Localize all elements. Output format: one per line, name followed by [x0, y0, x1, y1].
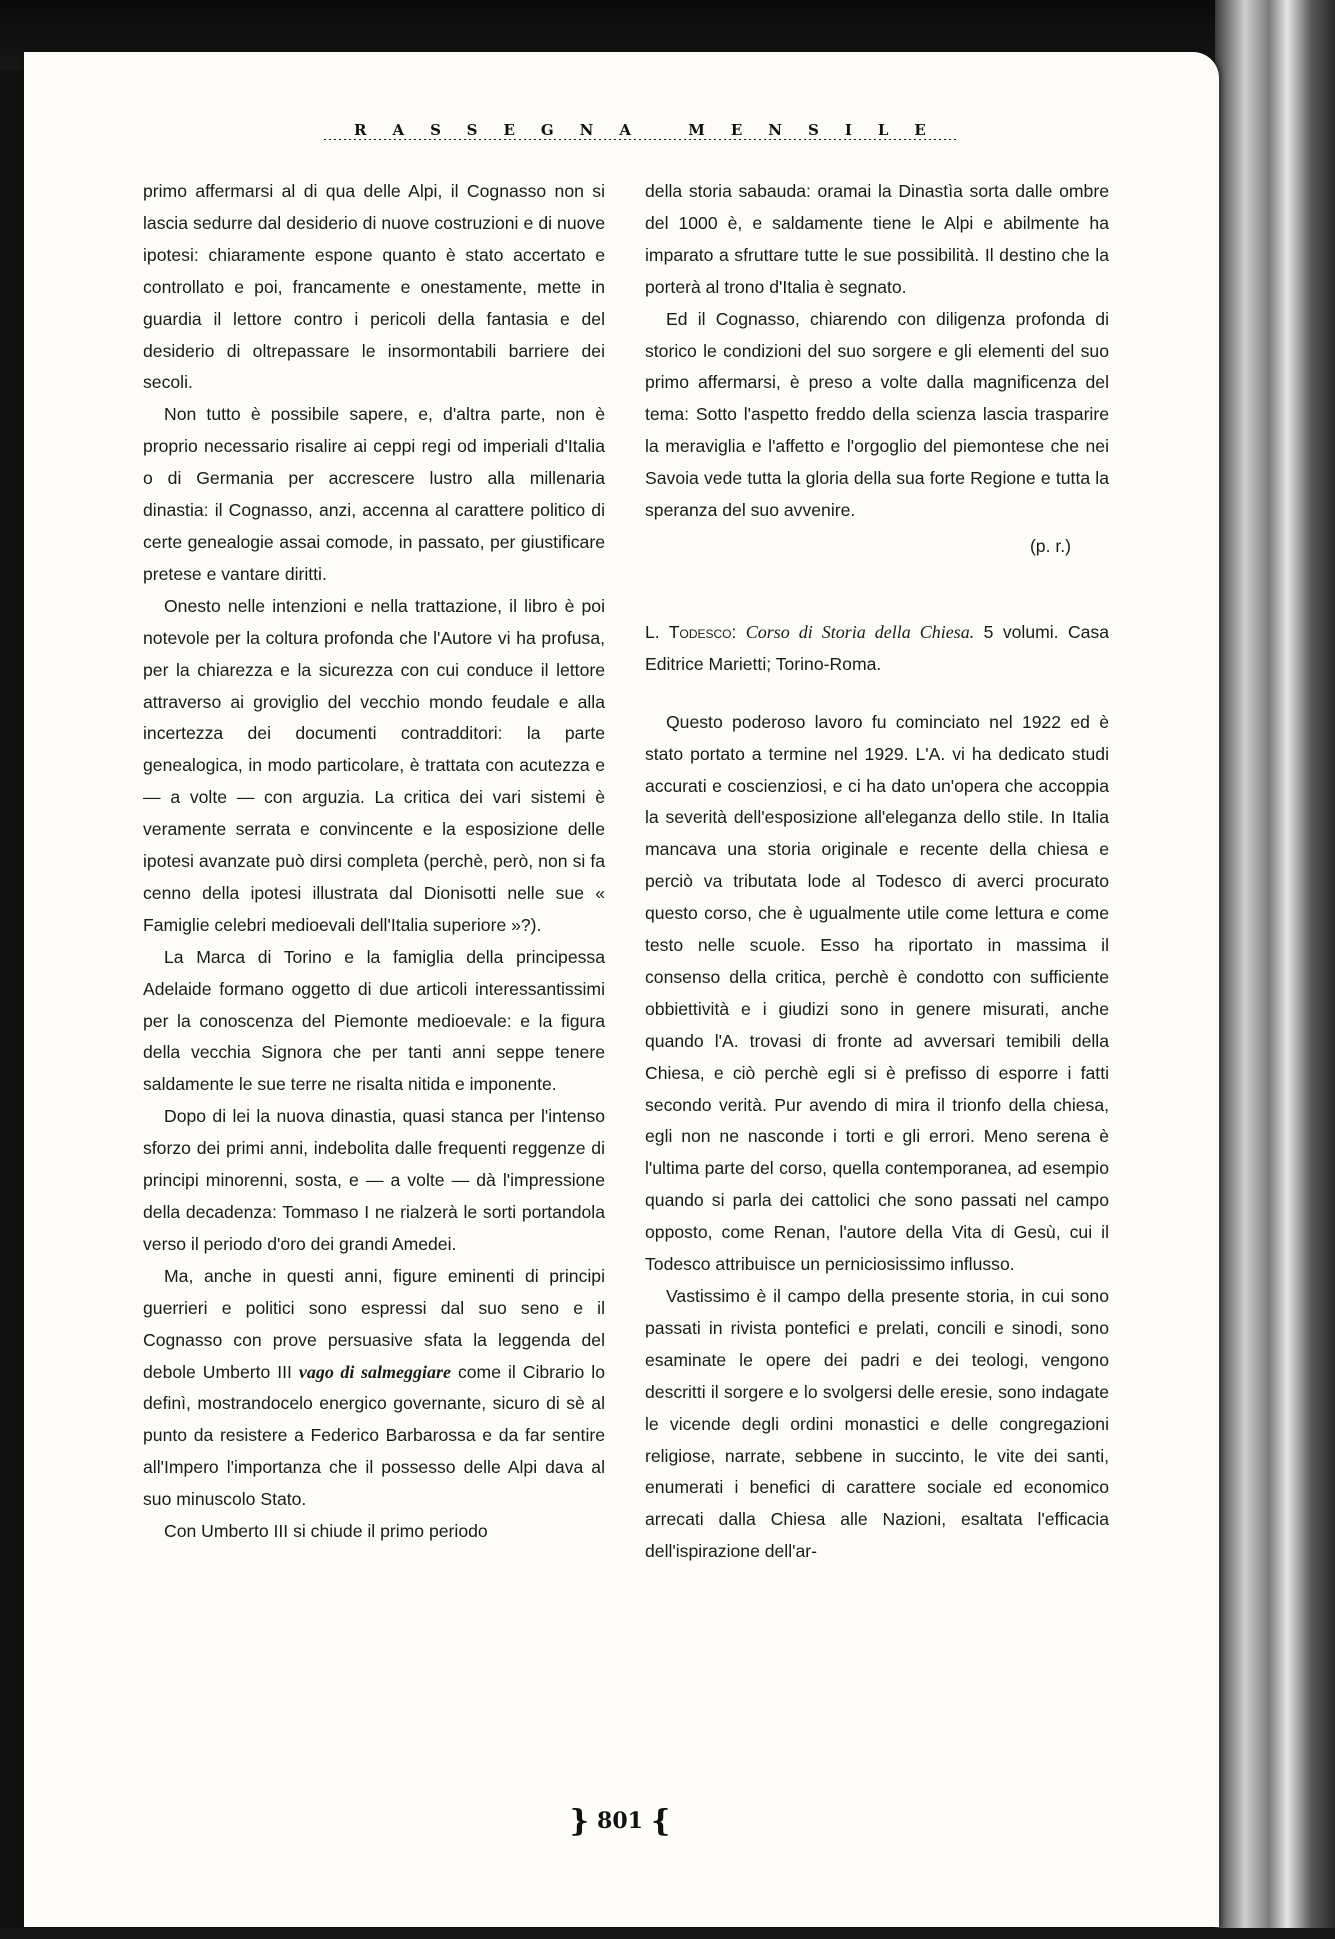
- book-spine-edge: [1215, 0, 1335, 1939]
- scan-border-bottom: [0, 1928, 1335, 1939]
- paragraph: La Marca di Torino e la famiglia della principessa Adelaide formano oggetto di due articoli interessantissimi per la conoscenza del Piemonte medioevale: e la figura della vecchia Signora che per tanti anni seppe tenere saldamente le sue terre ne risalta nitida e imponente.: [143, 946, 605, 1095]
- paragraph-text: come il Cibrario lo definì, mostrandocelo energico governante, sicuro di sè al punto da resistere a Federico Barbarossa e da far sentire all'Impero l'importanza che il possesso delle Alpi dava al suo minuscolo Stato.: [143, 1361, 605, 1510]
- reviewer-signature: (p. r.): [1029, 535, 1071, 556]
- running-head-band: [324, 120, 956, 140]
- folio-ornament-left-icon: }: [569, 1803, 590, 1839]
- running-head: [322, 118, 952, 142]
- paragraph: Ed il Cognasso, chiarendo con diligenza profonda di storico le condizioni del suo sorgere e gli elementi del suo primo affermarsi, è preso a volte dalla magnificenza del tema: Sotto l'aspetto freddo della scienza lascia trasparire la meraviglia e l'affetto e l'orgoglio del piemontese che nei Savoia vede tutta la gloria della sua forte Regione e tutta la speranza del suo avvenire.: [645, 308, 1109, 521]
- review-details: 5 volumi. Casa Editrice Marietti; Torino-Roma.: [645, 621, 1110, 674]
- spacer: [645, 681, 1109, 707]
- paragraph: [143, 1261, 605, 1516]
- review-heading: L. Todesco: Corso di Storia della Chiesa. 5 volumi. Casa Editrice Marietti; Torino-Roma.: [645, 621, 1110, 674]
- page-number: 801: [597, 1808, 643, 1834]
- paragraph: Vastissimo è il campo della presente storia, in cui sono passati in rivista pontefici e prelati, concili e sinodi, sono esaminate le opere dei padri e dei teologi, vengono descritti il sorgere e lo svolgersi delle eresie, sono indagate le vicende degli ordini monastici e delle congregazioni religiose, narrate, sebbene in succinto, le vite dei santi, enumerati i benefici di carattere sociale ed economico arrecati dalla Chiesa alle Nazioni, esaltata l'efficacia dell'ispirazione dell'ar-: [645, 1286, 1109, 1562]
- paragraph: Con Umberto III si chiude il primo periodo: [164, 1521, 488, 1542]
- paragraph: Dopo di lei la nuova dinastia, quasi stanca per l'intenso sforzo dei primi anni, indebolita dalle frequenti reggenze di principi minorenni, sosta, e — a volte — dà l'impressione della decadenza: Tommaso I ne rialzerà le sorti portandola verso il periodo d'oro dei grandi Amedei.: [143, 1106, 605, 1254]
- paragraph-text: Ma, anche in questi anni, figure eminenti di principi guerrieri e politici sono espressi dal suo seno e il Cognasso con prove persuasive sfata la leggenda del debole Umberto III: [143, 1265, 605, 1382]
- folio-ornament-right-icon: {: [650, 1803, 671, 1839]
- right-column: [645, 176, 1109, 1568]
- paragraph: Onesto nelle intenzioni e nella trattazione, il libro è poi notevole per la coltura profonda che l'Autore vi ha profusa, per la chiarezza e la sicurezza con cui conduce il lettore attraverso ai groviglio del vecchio mondo feudale e alla incertezza dei documenti contradditori: la parte genealogica, in modo particolare, è trattata con acutezza e — a volte — con arguzia. La critica dei vari sistemi è veramente serrata e convincente e la esposizione delle ipotesi avanzate può dirsi completa (perchè, però, non si fa cenno della ipotesi illustrata dal Dionisotti nelle sue « Famiglie celebri medioevali dell'Italia superiore »?).: [143, 595, 605, 935]
- italic-quote: vago di salmeggiare: [298, 1361, 451, 1382]
- paragraph: Non tutto è possibile sapere, e, d'altra parte, non è proprio necessario risalire ai ceppi regi od imperiali d'Italia o di Germania per accrescere lustro alla millenaria dinastia: il Cognasso, anzi, accenna al carattere politico di certe genealogie assai comode, in passato, per giustificare pretese e vantare diritti.: [143, 404, 605, 584]
- left-column: [143, 176, 605, 1548]
- paragraph: primo affermarsi al di qua delle Alpi, il Cognasso non si lascia sedurre dal desiderio di nuove costruzioni e di nuove ipotesi: chiaramente espone quanto è stato accertato e controllato e poi, francamente e onestamente, mette in guardia il lettore contro i pericoli della fantasia e del desiderio di oltrepassare le insormontabili barriere dei secoli.: [143, 181, 605, 393]
- spacer: [645, 563, 1109, 589]
- running-title: RASSEGNA MENSILE: [324, 121, 956, 139]
- review-title: Corso di Storia della Chiesa.: [745, 621, 975, 642]
- paragraph: della storia sabauda: oramai la Dinastìa sorta dalle ombre del 1000 è, e saldamente tiene le Alpi e abilmente ha imparato a sfruttare tutte le sue possibilità. Il destino che la porterà al trono d'Italia è segnato.: [645, 181, 1109, 297]
- page-folio: [560, 1803, 680, 1839]
- paragraph: Questo poderoso lavoro fu cominciato nel 1922 ed è stato portato a termine nel 1929. L'A. vi ha dedicato studi accurati e coscienziosi, e ci ha dato un'opera che accoppia la severità dell'esposizione all'eleganza dello stile. In Italia mancava una storia originale e recente della chiesa e perciò va tributata lode al Todesco di averci procurato questo corso, che è ugualmente utile come lettura e come testo nelle scuole. Esso ha riportato in massima il consenso della critica, perchè è condotto con sufficiente obbiettività e i giudizi sono in genere misurati, anche quando l'A. trovasi di fronte ad avversari temibili della Chiesa, e ciò perchè egli si è prefisso di esporre i fatti secondo verità. Pur avendo di mira il trionfo della chiesa, egli non ne nasconde i torti e gli errori. Meno serena è l'ultima parte del corso, quella contemporanea, ad esempio quando si parla dei cattolici che sono passati nel campo opposto, come Renan, l'autore della Vita di Gesù, cui il Todesco attribuisce un perniciosissimo influsso.: [645, 711, 1109, 1275]
- review-author: L. Todesco: [645, 621, 732, 642]
